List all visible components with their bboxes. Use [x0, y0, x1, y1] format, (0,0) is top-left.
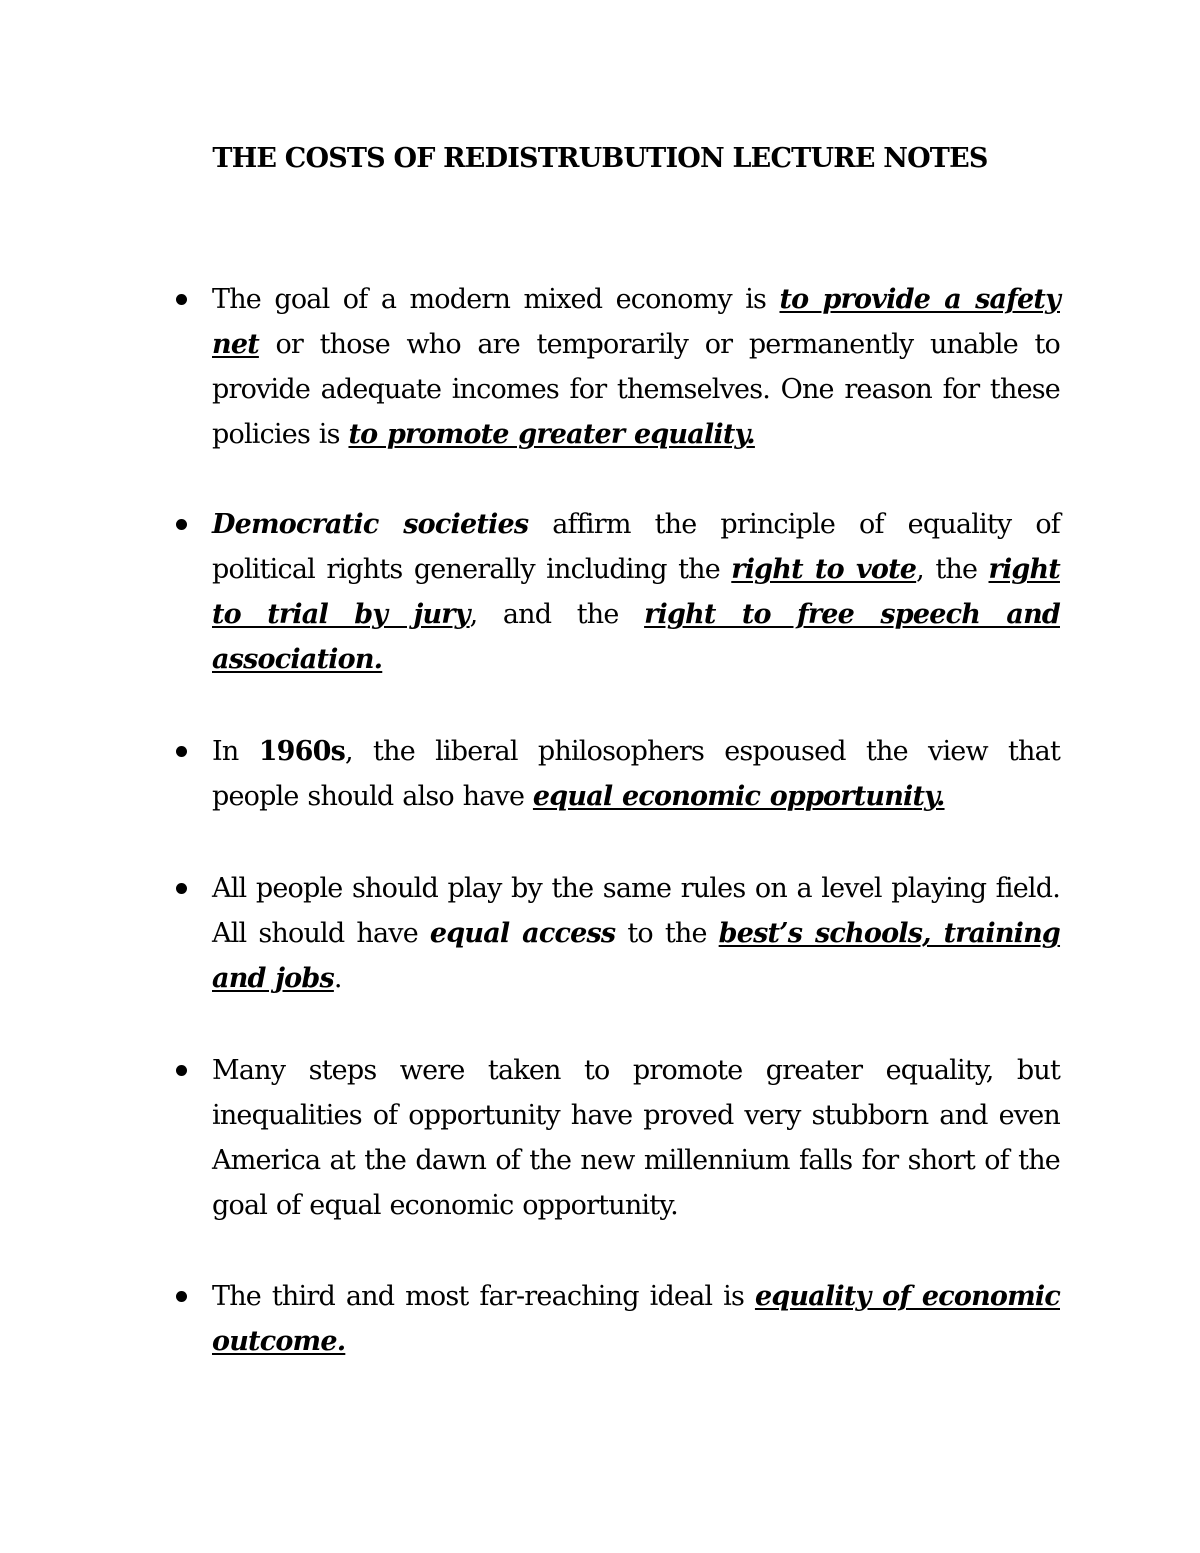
- page-title: THE COSTS OF REDISTRUBUTION LECTURE NOTES: [212, 143, 988, 174]
- bullet-icon: [176, 883, 187, 894]
- bullet-icon: [176, 294, 187, 305]
- emphasis-text: best’s schools, training and jobs: [212, 918, 1061, 994]
- body-text: In: [212, 736, 259, 767]
- list-item: [212, 866, 1060, 1001]
- body-text: All people should play by the same rules on a level playing field. All should have: [212, 873, 1060, 949]
- body-text: or those who are temporarily or permanently unable to provide adequate incomes for themselves. One reason for these policies is: [212, 329, 1060, 450]
- body-text: , the liberal philosophers espoused the view that people should also have: [212, 736, 1060, 812]
- bullet-text: [212, 736, 1060, 812]
- emphasis-text: to promote greater equality.: [348, 419, 755, 450]
- emphasis-text: equality of economic outcome.: [212, 1281, 1060, 1357]
- emphasis-text: equal access: [429, 918, 616, 949]
- list-item: [212, 502, 1060, 682]
- list-item: [212, 1048, 1060, 1228]
- emphasis-text: Democratic societies: [212, 509, 529, 540]
- emphasis-text: right to free speech and association.: [212, 599, 1060, 675]
- bullet-icon: [176, 1065, 187, 1076]
- emphasis-text: right to vote: [731, 554, 917, 585]
- body-text: The goal of a modern mixed economy is: [212, 284, 780, 315]
- emphasis-text: equal economic opportunity.: [532, 781, 945, 812]
- body-text: .: [333, 963, 342, 994]
- bullet-text: [212, 1055, 1060, 1221]
- body-text: The third and most far-reaching ideal is: [212, 1281, 755, 1312]
- body-text: , and the: [469, 599, 645, 630]
- bullet-text: [212, 873, 1060, 994]
- emphasis-text: to provide a safety net: [212, 284, 1060, 360]
- emphasis-text: right to trial by jury: [212, 554, 1060, 630]
- bullet-text: [212, 284, 1060, 450]
- bullet-icon: [176, 746, 187, 757]
- list-item: [212, 1274, 1060, 1364]
- bullet-text: [212, 509, 1060, 675]
- list-item: [212, 277, 1060, 457]
- bullet-icon: [176, 1291, 187, 1302]
- body-text: to the: [615, 918, 719, 949]
- body-text: Many steps were taken to promote greater equality, but inequalities of opportunity have proved very stubborn and even America at the dawn of the new millennium falls for short of the goal of equal economic opportunity.: [212, 1055, 1060, 1221]
- bullet-text: [212, 1281, 1060, 1357]
- body-text: , the: [916, 554, 989, 585]
- bullet-icon: [176, 519, 187, 530]
- emphasis-text: 1960s: [258, 736, 346, 767]
- body-text: affirm the principle of equality of political rights generally including the: [212, 509, 1060, 585]
- list-item: [212, 729, 1060, 819]
